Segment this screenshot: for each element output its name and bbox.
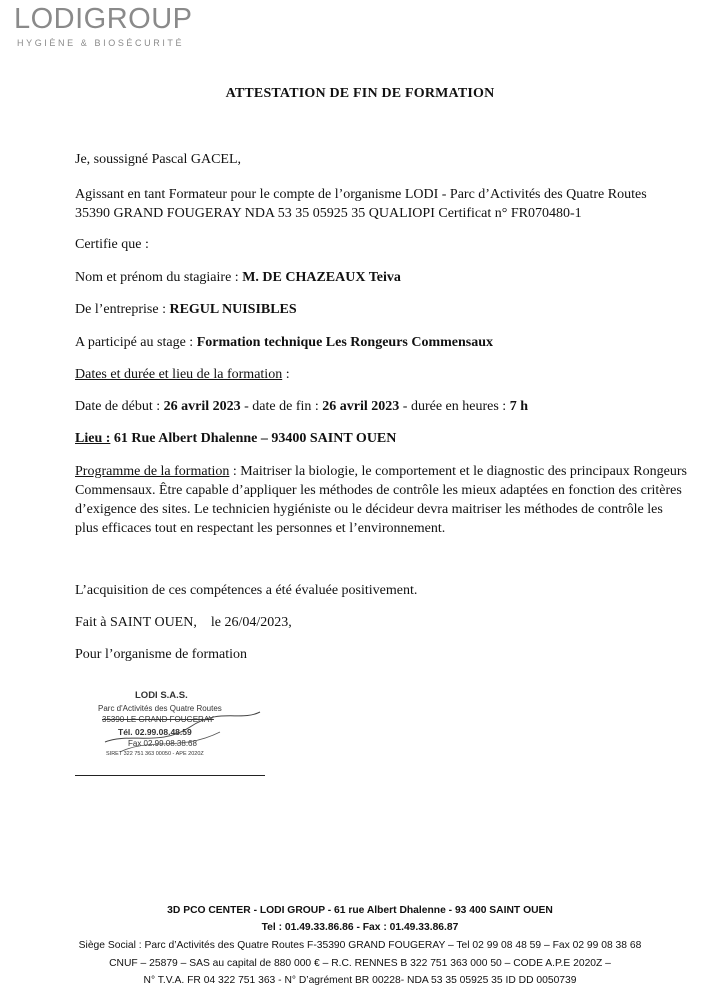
dates-heading-label: Dates et durée et lieu de la formation xyxy=(75,367,283,382)
date-debut: 26 avril 2023 xyxy=(163,399,241,414)
dates-heading-suffix: : xyxy=(282,367,290,382)
company-logo xyxy=(14,2,193,48)
footer-line-1: 3D PCO CENTER - LODI GROUP - 61 rue Albert Dhalenne - 93 400 SAINT OUEN xyxy=(167,905,553,916)
stamp-name: LODI S.A.S. xyxy=(135,690,188,701)
duree-label: - durée en heures : xyxy=(399,399,510,414)
stamp-address-1: Parc d'Activités des Quatre Routes xyxy=(98,704,222,713)
stage-value: Formation technique Les Rongeurs Commensaux xyxy=(196,335,494,350)
document-title: ATTESTATION DE FIN DE FORMATION xyxy=(225,86,495,101)
stamp-tel: Tél. 02.99.08.48.59 xyxy=(118,727,192,737)
date-debut-label: Date de début : xyxy=(75,399,164,414)
stagiaire-label: Nom et prénom du stagiaire : xyxy=(75,270,243,285)
entreprise-label: De l’entreprise : xyxy=(75,302,170,317)
stamp-address-2: 35390 LE GRAND FOUGERAY xyxy=(102,715,214,724)
entreprise-value: REGUL NUISIBLES xyxy=(169,302,297,317)
footer-line-3: Siège Social : Parc d’Activités des Quatre Routes F-35390 GRAND FOUGERAY – Tel 02 99 08 48 59 – Fax 02 99 08 38 68 xyxy=(78,940,642,951)
footer-line-4: CNUF – 25879 – SAS au capital de 880 000 € – R.C. RENNES B 322 751 363 000 50 – CODE A.P.E 2020Z – xyxy=(109,958,611,969)
acquisition-line: L’acquisition de ces compétences a été évaluée positivement. xyxy=(75,583,418,598)
footer-line-2: Tel : 01.49.33.86.86 - Fax : 01.49.33.86.87 xyxy=(261,922,459,933)
stamp-siret: SIRET 322 751 363 00050 - APE 2020Z xyxy=(106,751,204,757)
stage-label: A participé au stage : xyxy=(75,335,197,350)
logo-tagline: HYGIÈNE & BIOSÉCURITÉ xyxy=(17,38,185,48)
programme-paragraph xyxy=(75,462,687,538)
stamp-fax: Fax 02.99.08.38.68 xyxy=(128,739,197,748)
programme-text: : Maitriser la biologie, le comportement et le diagnostic des principaux Rongeurs Commensaux. Être capable d’appliquer les méthodes de contrôle les mieux adaptées en fonction des critères d’exigence des sites. Le technicien hygiéniste ou le décideur devra maitriser les méthodes de contrôle les plus efficaces tout en respectant les personnes et l’environnement. xyxy=(75,464,687,536)
stagiaire-value: M. DE CHAZEAUX Teiva xyxy=(242,270,401,285)
date-fin: 26 avril 2023 xyxy=(322,399,400,414)
stagiaire-line xyxy=(75,268,680,287)
date-fin-label: - date de fin : xyxy=(240,399,323,414)
fait-lieu: Fait à SAINT OUEN, xyxy=(75,615,197,630)
pour-line: Pour l’organisme de formation xyxy=(75,647,247,662)
entreprise-line xyxy=(75,300,680,319)
intro-line: Je, soussigné Pascal GACEL, xyxy=(75,152,242,167)
lieu-label: Lieu : xyxy=(75,431,111,446)
agissant-line-2: 35390 GRAND FOUGERAY NDA 53 35 05925 35 QUALIOPI Certificat n° FR070480-1 xyxy=(75,206,582,221)
duree-value: 7 h xyxy=(509,399,528,414)
signature-line xyxy=(75,775,265,776)
footer-line-5: N° T.V.A. FR 04 322 751 363 - N° D’agrément BR 00228- NDA 53 35 05925 35 ID DD 0050739 xyxy=(143,975,577,986)
dates-line xyxy=(75,397,680,416)
signature-scribble xyxy=(100,692,270,762)
agissant-line-1: Agissant en tant Formateur pour le compte de l’organisme LODI - Parc d’Activités des Quatre Routes xyxy=(75,187,647,202)
lieu-line xyxy=(75,429,680,448)
stage-line xyxy=(75,333,680,352)
programme-label: Programme de la formation xyxy=(75,464,230,479)
certifie-line: Certifie que : xyxy=(75,237,149,252)
fait-date: le 26/04/2023, xyxy=(210,615,292,630)
fait-line xyxy=(75,613,680,632)
dates-heading xyxy=(75,365,680,384)
logo-name: LODIGROUP xyxy=(14,3,193,35)
lieu-value: 61 Rue Albert Dhalenne – 93400 SAINT OUEN xyxy=(110,431,397,446)
